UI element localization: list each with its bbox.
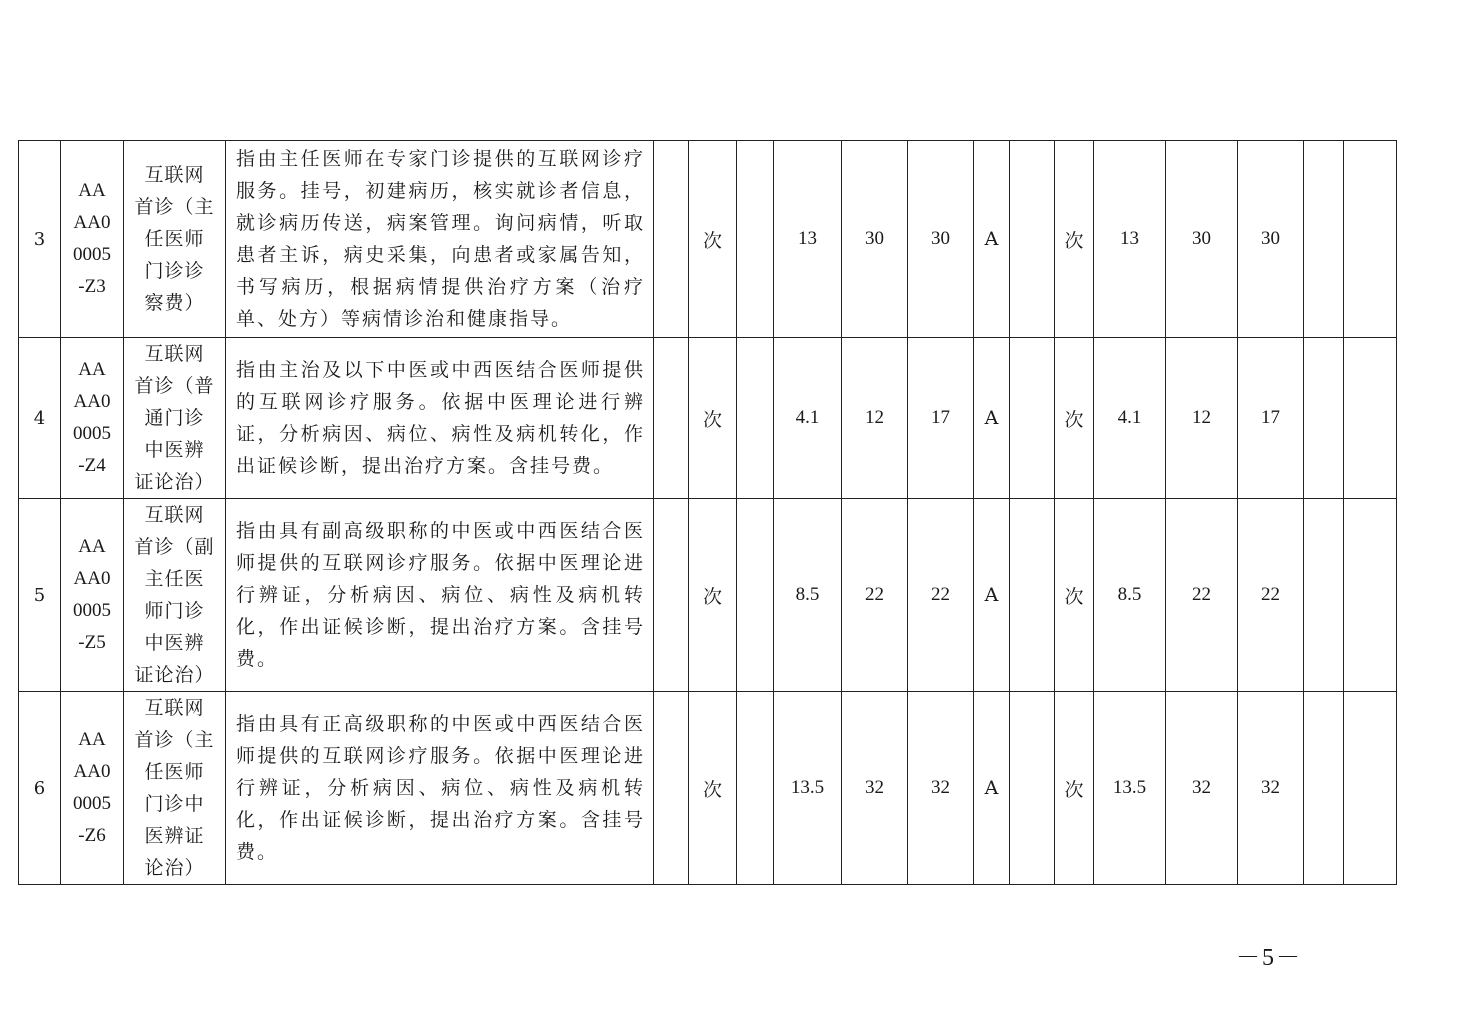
blank-cell (1344, 692, 1397, 885)
blank-cell (1010, 338, 1055, 499)
price-cell: 13.5 (774, 692, 842, 885)
item-name-line: 互联网 (144, 164, 205, 186)
item-code-line: AA0 (73, 761, 111, 782)
item-name-line: 首诊（副 (134, 536, 215, 558)
item-code-line: AA (78, 359, 106, 380)
item-code-line: AA (78, 729, 106, 750)
item-name-line: 任医师 (144, 761, 205, 783)
item-name-line: 师门诊 (144, 600, 205, 622)
blank-cell (1304, 338, 1344, 499)
fee-table (18, 140, 1397, 885)
price-cell: 22 (842, 499, 908, 692)
unit-cell: 次 (1055, 692, 1094, 885)
price-cell: 8.5 (1094, 499, 1166, 692)
price-cell: 22 (1166, 499, 1238, 692)
price-cell: 4.1 (1094, 338, 1166, 499)
item-name-cell (124, 692, 226, 885)
blank-cell (1304, 141, 1344, 338)
item-name-line: 察费） (144, 292, 205, 314)
blank-cell (737, 692, 774, 885)
item-name-cell (124, 141, 226, 338)
blank-cell (1010, 141, 1055, 338)
description-cell: 指由具有正高级职称的中医或中西医结合医师提供的互联网诊疗服务。依据中医理论进行辨证，分析病因、病位、病性及病机转化，作出证候诊断，提出治疗方案。含挂号费。 (226, 692, 654, 885)
item-code-line: -Z4 (78, 455, 106, 476)
item-code-line: 0005 (73, 600, 111, 621)
unit-cell: 次 (689, 141, 737, 338)
price-cell: 13 (774, 141, 842, 338)
price-cell: 30 (842, 141, 908, 338)
item-name-cell (124, 338, 226, 499)
blank-cell (1010, 692, 1055, 885)
item-name-line: 首诊（普 (134, 375, 215, 397)
blank-cell (1304, 692, 1344, 885)
price-cell: 30 (1238, 141, 1304, 338)
blank-cell (1344, 499, 1397, 692)
item-name-line: 互联网 (144, 697, 205, 719)
item-code-line: -Z3 (78, 276, 106, 297)
price-cell: 8.5 (774, 499, 842, 692)
price-cell: 22 (908, 499, 974, 692)
category-cell: A (974, 692, 1010, 885)
item-name-line: 首诊（主 (134, 196, 215, 218)
item-name-line: 互联网 (144, 343, 205, 365)
unit-cell: 次 (689, 692, 737, 885)
item-name-line: 门诊诊 (144, 260, 205, 282)
item-name-line: 医辨证 (144, 825, 205, 847)
item-name-line: 中医辨 (144, 632, 205, 654)
blank-cell (737, 141, 774, 338)
item-code-line: AA0 (73, 568, 111, 589)
item-name-line: 证论治） (134, 471, 215, 493)
row-number-cell: 5 (19, 499, 61, 692)
item-code-line: -Z5 (78, 632, 106, 653)
item-name-line: 通门诊 (144, 407, 205, 429)
price-cell: 17 (908, 338, 974, 499)
row-number-cell: 3 (19, 141, 61, 338)
blank-cell (654, 141, 689, 338)
item-code-line: 0005 (73, 423, 111, 444)
item-code-line: 0005 (73, 793, 111, 814)
item-code-cell (61, 499, 124, 692)
item-name-line: 任医师 (144, 228, 205, 250)
item-code-line: AA (78, 180, 106, 201)
category-cell: A (974, 338, 1010, 499)
item-code-line: AA (78, 536, 106, 557)
item-code-cell (61, 141, 124, 338)
blank-cell (737, 499, 774, 692)
price-cell: 12 (842, 338, 908, 499)
item-code-line: AA0 (73, 391, 111, 412)
unit-cell: 次 (1055, 338, 1094, 499)
blank-cell (737, 338, 774, 499)
item-code-line: 0005 (73, 244, 111, 265)
item-name-line: 门诊中 (144, 793, 205, 815)
item-code-line: -Z6 (78, 825, 106, 846)
item-name-line: 主任医 (144, 568, 205, 590)
item-name-cell (124, 499, 226, 692)
price-cell: 32 (1166, 692, 1238, 885)
unit-cell: 次 (1055, 499, 1094, 692)
blank-cell (1344, 141, 1397, 338)
price-cell: 22 (1238, 499, 1304, 692)
item-name-line: 论治） (144, 857, 205, 879)
description-cell: 指由主治及以下中医或中西医结合医师提供的互联网诊疗服务。依据中医理论进行辨证，分析病因、病位、病性及病机转化，作出证候诊断，提出治疗方案。含挂号费。 (226, 338, 654, 499)
page-number: －5－ (1236, 945, 1302, 971)
blank-cell (1344, 338, 1397, 499)
blank-cell (654, 338, 689, 499)
blank-cell (654, 499, 689, 692)
price-cell: 13.5 (1094, 692, 1166, 885)
unit-cell: 次 (689, 499, 737, 692)
item-code-line: AA0 (73, 212, 111, 233)
item-code-cell (61, 692, 124, 885)
table-row (19, 692, 1397, 885)
unit-cell: 次 (689, 338, 737, 499)
description-cell: 指由具有副高级职称的中医或中西医结合医师提供的互联网诊疗服务。依据中医理论进行辨证，分析病因、病位、病性及病机转化，作出证候诊断，提出治疗方案。含挂号费。 (226, 499, 654, 692)
unit-cell: 次 (1055, 141, 1094, 338)
category-cell: A (974, 141, 1010, 338)
item-code-cell (61, 338, 124, 499)
price-cell: 32 (908, 692, 974, 885)
blank-cell (1010, 499, 1055, 692)
price-cell: 32 (842, 692, 908, 885)
item-name-line: 互联网 (144, 504, 205, 526)
item-name-line: 证论治） (134, 664, 215, 686)
category-cell: A (974, 499, 1010, 692)
table-row (19, 499, 1397, 692)
item-name-line: 首诊（主 (134, 729, 215, 751)
price-cell: 30 (908, 141, 974, 338)
table-row (19, 338, 1397, 499)
row-number-cell: 4 (19, 338, 61, 499)
price-cell: 12 (1166, 338, 1238, 499)
description-cell: 指由主任医师在专家门诊提供的互联网诊疗服务。挂号，初建病历，核实就诊者信息，就诊病历传送，病案管理。询问病情，听取患者主诉，病史采集，向患者或家属告知，书写病历，根据病情提供治疗方案（治疗单、处方）等病情诊治和健康指导。 (226, 141, 654, 338)
row-number-cell: 6 (19, 692, 61, 885)
price-cell: 4.1 (774, 338, 842, 499)
price-cell: 32 (1238, 692, 1304, 885)
blank-cell (1304, 499, 1344, 692)
blank-cell (654, 692, 689, 885)
price-cell: 17 (1238, 338, 1304, 499)
item-name-line: 中医辨 (144, 439, 205, 461)
price-cell: 30 (1166, 141, 1238, 338)
price-cell: 13 (1094, 141, 1166, 338)
table-row (19, 141, 1397, 338)
